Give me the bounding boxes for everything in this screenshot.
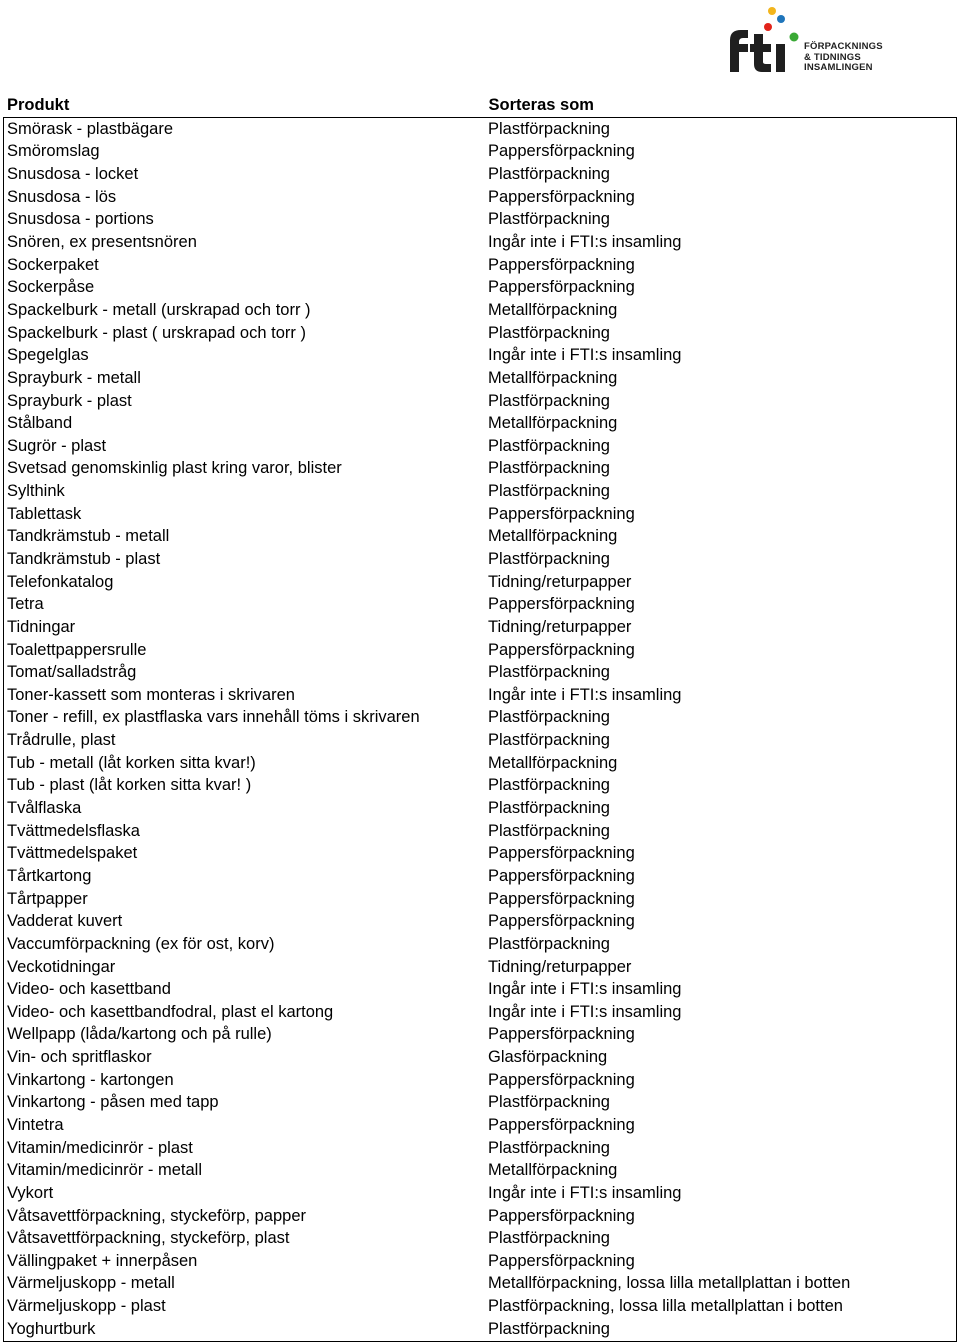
table-row (4, 1318, 956, 1341)
table-row (4, 1159, 956, 1182)
sort-cell: Plastförpackning (487, 934, 610, 953)
product-cell: Telefonkatalog (7, 572, 114, 591)
product-cell: Spackelburk - metall (urskrapad och torr ) (7, 300, 311, 319)
table-row (4, 1227, 956, 1250)
product-cell: Vadderat kuvert (7, 912, 123, 931)
sort-cell: Pappersförpackning (487, 278, 635, 297)
sort-cell: Ingår inte i FTI:s insamling (487, 1183, 682, 1202)
product-cell: Smöromslag (7, 142, 100, 161)
product-cell: Värmeljuskopp - plast (7, 1297, 166, 1316)
table-row (4, 661, 956, 684)
sort-cell: Glasförpackning (487, 1048, 608, 1067)
sort-cell: Plastförpackning (487, 459, 610, 478)
product-cell: Video- och kasettband (7, 980, 171, 999)
logo-dot-green (790, 33, 799, 42)
sort-cell: Metallförpackning (487, 753, 618, 772)
table-row (4, 390, 956, 413)
table-row (4, 458, 956, 481)
product-cell: Tetra (7, 595, 44, 614)
table-row (4, 571, 956, 594)
product-cell: Snusdosa - portions (7, 210, 154, 229)
sort-cell: Metallförpackning (487, 300, 618, 319)
product-cell: Smörask - plastbägare (7, 119, 173, 138)
table-row (4, 1137, 956, 1160)
sort-cell: Plastförpackning (487, 1138, 610, 1157)
product-cell: Vykort (7, 1183, 54, 1202)
product-cell: Tomat/salladstråg (7, 663, 137, 682)
sort-cell: Plastförpackning (487, 1319, 610, 1338)
logo-letter-i (776, 44, 785, 72)
product-cell: Spegelglas (7, 346, 89, 365)
logo-line-2: & TIDNINGS (804, 51, 861, 63)
sort-cell: Pappersförpackning (487, 142, 635, 161)
product-cell: Snusdosa - locket (7, 165, 139, 184)
table-row (4, 820, 956, 843)
sort-cell: Plastförpackning, lossa lilla metallplattan i botten (487, 1297, 843, 1316)
product-cell: Vintetra (7, 1116, 64, 1134)
logo-text (804, 42, 883, 74)
sorting-table (3, 93, 957, 1342)
sort-cell: Ingår inte i FTI:s insamling (487, 1002, 682, 1021)
product-cell: Vinkartong - kartongen (7, 1070, 174, 1089)
table-row (4, 888, 956, 911)
product-cell: Tvättmedelspaket (7, 844, 138, 863)
product-cell: Svetsad genomskinlig plast kring varor, blister (7, 459, 342, 478)
product-cell: Tub - plast (låt korken sitta kvar! ) (7, 776, 252, 795)
sort-cell: Tidning/returpapper (487, 572, 632, 591)
sort-cell: Tidning/returpapper (487, 617, 632, 636)
product-cell: Sprayburk - plast (7, 391, 132, 410)
product-cell: Sockerpåse (7, 278, 95, 297)
table-row (4, 1069, 956, 1092)
table-row (4, 322, 956, 345)
sort-cell: Plastförpackning (487, 821, 610, 840)
header-product: Produkt (7, 96, 70, 114)
product-cell: Tidningar (7, 617, 76, 636)
product-cell: Yoghurtburk (7, 1319, 96, 1338)
sort-cell: Plastförpackning (487, 799, 610, 818)
table-row (4, 412, 956, 435)
sort-cell: Ingår inte i FTI:s insamling (487, 685, 682, 704)
sort-cell: Plastförpackning (487, 663, 610, 682)
product-cell: Sylthink (7, 482, 65, 501)
product-cell: Veckotidningar (7, 957, 116, 976)
table-row (4, 163, 956, 186)
table-row (4, 1205, 956, 1228)
table-row (4, 910, 956, 933)
product-cell: Toalettpappersrulle (7, 640, 147, 659)
product-cell: Vitamin/medicinrör - metall (7, 1161, 203, 1180)
table-row (4, 729, 956, 752)
sort-cell: Metallförpackning (487, 414, 618, 433)
product-cell: Trådrulle, plast (7, 731, 116, 750)
table-row (4, 775, 956, 798)
sort-cell: Pappersförpackning (487, 1206, 635, 1225)
sort-cell: Pappersförpackning (487, 595, 635, 614)
product-cell: Snusdosa - lös (7, 187, 117, 206)
product-cell: Toner-kassett som monteras i skrivaren (7, 685, 295, 704)
logo-line-1: FÖRPACKNINGS (804, 41, 883, 52)
sort-cell: Pappersförpackning (487, 640, 635, 659)
product-cell: Vaccumförpackning (ex för ost, korv) (7, 934, 275, 953)
table-row (4, 865, 956, 888)
table-row (4, 639, 956, 662)
product-cell: Sugrör - plast (7, 436, 107, 455)
sort-cell: Plastförpackning (487, 708, 610, 727)
product-cell: Wellpapp (låda/kartong och på rulle) (7, 1025, 272, 1044)
sort-cell: Plastförpackning (487, 731, 610, 750)
table-row (4, 752, 956, 775)
product-cell: Tårtkartong (7, 866, 92, 885)
table-row (4, 276, 956, 299)
fti-logo (724, 6, 894, 76)
logo-dot-yellow (768, 7, 776, 15)
sort-cell: Plastförpackning (487, 1093, 610, 1112)
table-row (4, 707, 956, 730)
sort-cell: Pappersförpackning (487, 889, 635, 908)
table-row (4, 1092, 956, 1115)
product-cell: Vitamin/medicinrör - plast (7, 1138, 193, 1157)
table-row (4, 1182, 956, 1205)
sort-cell: Plastförpackning (487, 1229, 610, 1248)
sort-cell: Plastförpackning (487, 165, 610, 184)
sort-cell: Ingår inte i FTI:s insamling (487, 980, 682, 999)
product-cell: Toner - refill, ex plastflaska vars innehåll töms i skrivaren (7, 708, 420, 727)
table-header (3, 93, 957, 115)
sort-cell: Plastförpackning (487, 776, 610, 795)
table-row (4, 1250, 956, 1273)
table-row (4, 978, 956, 1001)
sort-cell: Plastförpackning (487, 391, 610, 410)
sort-cell: Ingår inte i FTI:s insamling (487, 346, 682, 365)
table-row (4, 933, 956, 956)
product-cell: Vinkartong - påsen med tapp (7, 1093, 219, 1112)
table-row (4, 526, 956, 549)
table-row (4, 1295, 956, 1318)
sort-cell: Pappersförpackning (487, 1251, 635, 1270)
sort-cell: Tidning/returpapper (487, 957, 632, 976)
sort-cell: Pappersförpackning (487, 1070, 635, 1089)
sort-cell: Plastförpackning (487, 119, 610, 138)
sort-cell: Plastförpackning (487, 323, 610, 342)
table-row (4, 1114, 956, 1137)
table-row (4, 1273, 956, 1296)
sort-cell: Pappersförpackning (487, 504, 635, 523)
logo-letter-t (750, 34, 771, 72)
table-row (4, 299, 956, 322)
logo-letter-f (730, 30, 748, 72)
sort-cell: Pappersförpackning (487, 187, 635, 206)
logo-dot-red (764, 23, 772, 31)
table-row (4, 797, 956, 820)
product-cell: Tandkrämstub - plast (7, 549, 161, 568)
fti-logo-mark (724, 6, 804, 76)
table-row (4, 209, 956, 232)
table-row (4, 231, 956, 254)
sort-cell: Pappersförpackning (487, 1025, 635, 1044)
product-cell: Tvättmedelsflaska (7, 821, 140, 840)
sort-cell: Metallförpackning (487, 527, 618, 546)
product-cell: Tårtpapper (7, 889, 88, 908)
table-row (4, 480, 956, 503)
product-cell: Tablettask (7, 504, 82, 523)
sort-cell: Plastförpackning (487, 436, 610, 455)
logo-line-3: INSAMLINGEN (804, 62, 873, 73)
table-row (4, 118, 956, 141)
product-cell: Vällingpaket + innerpåsen (7, 1251, 198, 1270)
table-row (4, 956, 956, 979)
sort-cell: Plastförpackning (487, 210, 610, 229)
table-row (4, 367, 956, 390)
table-row (4, 186, 956, 209)
table-row (4, 435, 956, 458)
sort-cell: Ingår inte i FTI:s insamling (487, 233, 682, 252)
table-row (4, 254, 956, 277)
product-cell: Snören, ex presentsnören (7, 233, 197, 252)
sort-cell: Pappersförpackning (487, 1116, 635, 1134)
sort-cell: Pappersförpackning (487, 866, 635, 885)
product-cell: Stålband (7, 414, 73, 433)
table-body (3, 117, 957, 1342)
table-row (4, 344, 956, 367)
product-cell: Sprayburk - metall (7, 368, 141, 387)
logo-dot-blue (777, 15, 785, 23)
table-row (4, 843, 956, 866)
product-cell: Tvålflaska (7, 799, 82, 818)
sort-cell: Metallförpackning (487, 368, 618, 387)
sort-cell: Pappersförpackning (487, 912, 635, 931)
sort-cell: Pappersförpackning (487, 844, 635, 863)
product-cell: Tub - metall (låt korken sitta kvar!) (7, 753, 256, 772)
sort-cell: Metallförpackning, lossa lilla metallplattan i botten (487, 1274, 851, 1293)
table-row (4, 1046, 956, 1069)
table-row (4, 141, 956, 164)
table-row (4, 616, 956, 639)
table-row (4, 548, 956, 571)
product-cell: Vin- och spritflaskor (7, 1048, 152, 1067)
product-cell: Sockerpaket (7, 255, 99, 274)
header-sort: Sorteras som (488, 96, 594, 114)
table-row (4, 593, 956, 616)
product-cell: Värmeljuskopp - metall (7, 1274, 175, 1293)
product-cell: Tandkrämstub - metall (7, 527, 170, 546)
product-cell: Video- och kasettbandfodral, plast el kartong (7, 1002, 334, 1021)
table-row (4, 503, 956, 526)
sort-cell: Metallförpackning (487, 1161, 618, 1180)
sort-cell: Pappersförpackning (487, 255, 635, 274)
product-cell: Våtsavettförpackning, styckeförp, papper (7, 1206, 306, 1225)
table-row (4, 1001, 956, 1024)
sort-cell: Plastförpackning (487, 549, 610, 568)
sort-cell: Plastförpackning (487, 482, 610, 501)
table-row (4, 684, 956, 707)
product-cell: Våtsavettförpackning, styckeförp, plast (7, 1229, 290, 1248)
table-row (4, 1024, 956, 1047)
product-cell: Spackelburk - plast ( urskrapad och torr ) (7, 323, 306, 342)
